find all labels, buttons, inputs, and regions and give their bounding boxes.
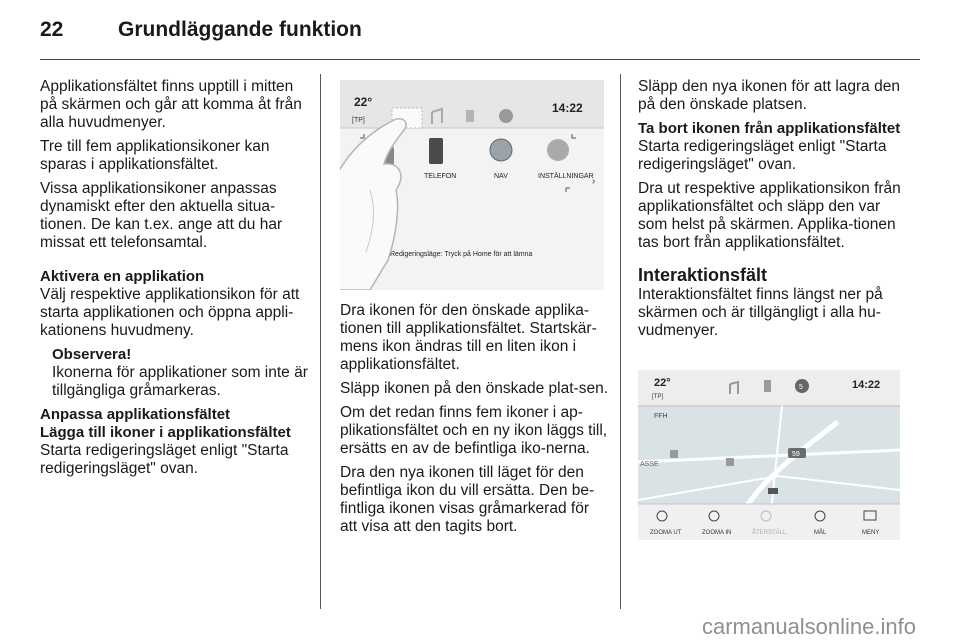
note-box: [40, 346, 312, 400]
paragraph: Applikationsfältet finns upptill i mitten på skärmen och går att komma åt från alla huvudmenyer.: [40, 78, 302, 131]
poi-icon: [670, 450, 678, 458]
home-icon-label: TELEFON: [424, 173, 457, 180]
gear-icon: [547, 139, 569, 161]
clock-label: 14:22: [552, 101, 583, 115]
temperature-label: 22°: [354, 95, 373, 109]
paragraph: Dra ut respektive applikationsikon från applikationsfältet och släpp den var som helst på skärmen. Applika-tionen tas bort från applikationsfältet.: [638, 180, 901, 251]
paragraph: Starta redigeringsläget enligt "Starta redigeringsläget" ovan.: [40, 442, 289, 477]
paragraph: Välj respektive applikationsikon för att starta applikationen och öppna appli-kationens huvudmeny.: [40, 286, 300, 339]
road-number: 59: [792, 451, 800, 458]
interaction-button-label: MÅL: [814, 530, 827, 536]
column-divider-right: [620, 74, 621, 609]
road-name: FFH: [654, 413, 668, 420]
page-header: [40, 18, 920, 58]
home-screen-svg: [340, 80, 604, 290]
header-rule: [40, 59, 920, 60]
column-1: [40, 78, 312, 484]
map-screen-svg: [638, 370, 900, 540]
page-number: 22: [40, 18, 64, 41]
note-title: Observera!: [52, 346, 132, 363]
interaction-button-label: ZOOMA UT: [650, 530, 682, 536]
paragraph: Vissa applikationsikoner anpassas dynamiskt efter den aktuella situa-tionen. De kan t.ex. ange att du har missat ett telefonsamtal.: [40, 180, 283, 251]
paragraph: Interaktionsfältet finns längst ner på skärmen och är tillgängligt i alla hu-vudmenyer.: [638, 286, 883, 339]
phone-app-icon: [429, 138, 443, 164]
paragraph: Släpp den nya ikonen för att lagra den på den önskade platsen.: [638, 78, 900, 113]
heading-customize-app-bar: Anpassa applikationsfältet: [40, 406, 231, 423]
phone-icon: [466, 110, 474, 122]
watermark: carmanualsonline.info: [701, 614, 916, 639]
clock-label: 14:22: [852, 379, 881, 391]
car-position-icon: [768, 488, 778, 494]
tp-label: [TP]: [352, 117, 365, 124]
column-3: [638, 78, 904, 346]
paragraph: Släpp ikonen på den önskade plat-sen.: [340, 380, 609, 397]
home-icon-label: NAV: [494, 173, 508, 180]
poi-icon: [726, 458, 734, 466]
road-name-side: ASSE: [640, 461, 659, 468]
edit-mode-status: Redigeringsläge: Tryck på Home för att lämna: [390, 251, 533, 258]
column-divider-left: [320, 74, 321, 609]
heading-remove-icon: Ta bort ikonen från applikationsfältet: [638, 120, 901, 137]
home-icon-label: INSTÄLLNINGAR: [538, 173, 594, 180]
column-2: [340, 302, 608, 542]
paragraph: Starta redigeringsläget enligt "Starta redigeringsläget" ovan.: [638, 138, 887, 173]
phone-icon: [764, 380, 771, 392]
interaction-button-label: MENY: [862, 530, 880, 536]
chevron-right-icon: ›: [592, 176, 596, 187]
paragraph: Dra den nya ikonen till läget för den befintliga ikon du vill ersätta. Den be-fintliga ikonen visas gråmarkerad för att visa att den tagits bort.: [340, 464, 595, 535]
compass-icon: [490, 139, 512, 161]
heading-interaction-bar: Interaktionsfält: [638, 265, 768, 285]
interaction-button-label: ZOOMA IN: [702, 530, 732, 536]
temperature-label: 22°: [654, 377, 671, 389]
heading-activate-app: Aktivera en applikation: [40, 268, 205, 285]
home-screen-edit-illustration: [340, 80, 604, 290]
paragraph: Dra ikonen för den önskade applika-tionen till applikationsfältet. Startskär-mens ikon ändras till en liten ikon i applikationsfältet.: [340, 302, 597, 373]
paragraph: Om det redan finns fem ikoner i ap-plikationsfältet och en ny ikon läggs till, ersätts en av de befintliga iko-nerna.: [340, 404, 608, 457]
notification-badge: 5: [799, 384, 803, 391]
interaction-button-label: ÅTERSTÄLL: [752, 530, 787, 536]
map-screen-illustration: [638, 370, 900, 540]
globe-icon: [499, 109, 513, 123]
chapter-title: Grundläggande funktion: [118, 18, 362, 41]
note-text: Ikonerna för applikationer som inte är tillgängliga gråmarkeras.: [52, 364, 308, 399]
paragraph: Tre till fem applikationsikoner kan sparas i applikationsfältet.: [40, 138, 270, 173]
tp-label: [TP]: [652, 394, 664, 400]
heading-add-icons: Lägga till ikoner i applikationsfältet: [40, 424, 291, 441]
